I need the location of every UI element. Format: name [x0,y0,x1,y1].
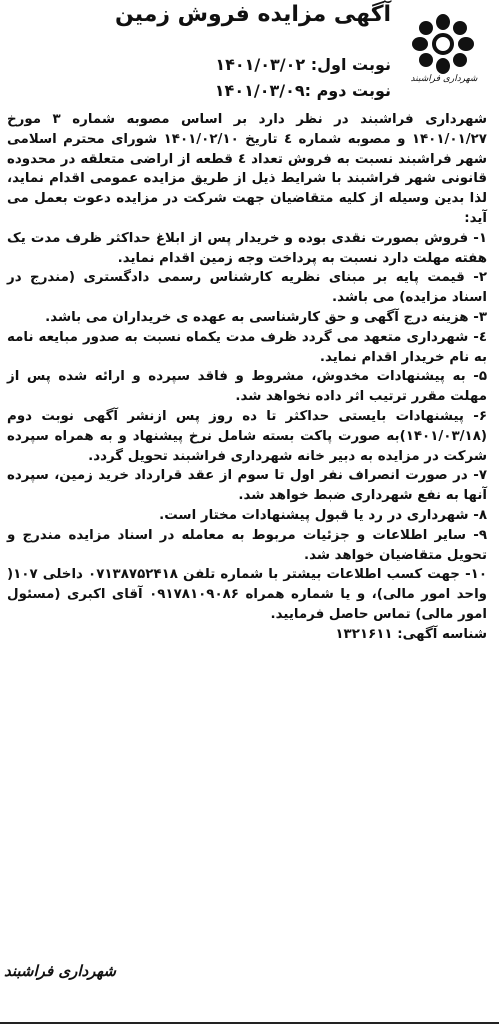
signature: شهرداری فراشبند [4,962,116,980]
second-round: نوبت دوم :۱۴۰۱/۰۳/۰۹ [214,81,391,100]
ad-body [7,110,487,645]
flower-emblem-icon [410,14,476,74]
publication-rounds [215,52,391,104]
intro-paragraph: شهرداری فراشبند در نظر دارد بر اساس مصوبه شماره ۳ مورخ ۱۴۰۱/۰۱/۲۷ و مصوبه شماره ٤ تاریخ ۱۴۰۱/۰۲/۱۰ شورای محترم اسلامی شهر فراشبند نسبت به فروش تعداد ٤ قطعه از اراضی متعلقه در محدوده قانونی شهر فراشبند با شرایط ذیل از طریق مزایده عمومی اقدام نماید، لذا بدین وسیله از کلیه متقاضیان جهت شرکت در مزایده دعوت بعمل می آید: [7,112,487,226]
condition-item: ۶- پیشنهادات بایستی حداکثر تا ده روز پس ازنشر آگهی نوبت دوم (۱۴۰۱/۰۳/۱۸)به صورت پاکت بسته شامل نرخ پیشنهاد و به همراه سپرده شرکت در مزایده به دبیر خانه شهرداری فراشبند تحویل گردد. [7,408,487,464]
logo-caption: شهرداری فراشبند [410,74,478,84]
ad-header [0,0,499,112]
condition-item: ۹- سایر اطلاعات و جزئیات مربوط به معامله در اسناد مزایده مندرج و تحویل متقاضیان خواهد شد. [7,527,487,563]
municipality-logo [392,14,496,88]
condition-item: ۵- به پیشنهادات مخدوش، مشروط و فاقد سپرده و ارائه شده پس از مهلت مقرر ترتیب اثر داده نخواهد شد. [7,369,487,405]
condition-item: ۳- هزینه درج آگهی و حق کارشناسی به عهده ی خریداران می باشد. [45,309,487,325]
ad-id: شناسه آگهی: ۱۳۲۱۶۱۱ [335,626,487,642]
condition-item: ٤- شهرداری متعهد می گردد ظرف مدت یکماه نسبت به صدور مبایعه نامه به نام خریدار اقدام نماید. [7,329,487,365]
condition-item: ۸- شهرداری در رد یا قبول پیشنهادات مختار است. [159,507,487,523]
condition-item: ۷- در صورت انصراف نفر اول تا سوم از عقد قرارداد خرید زمین، سپرده آنها به نفع شهرداری ضبط خواهد شد. [7,468,487,504]
ad-title: آگهی مزایده فروش زمین [114,2,392,27]
condition-item: ۱- فروش بصورت نقدی بوده و خریدار پس از ابلاغ حداکثر ظرف مدت یک هفته مهلت دارد نسبت به پرداخت وجه زمین اقدام نماید. [7,230,487,266]
first-round: نوبت اول: ۱۴۰۱/۰۳/۰۲ [215,55,391,74]
condition-item: ۲- قیمت پایه بر مبنای نظریه کارشناس رسمی دادگستری (مندرج در اسناد مزایده) می باشد. [7,270,487,306]
condition-item: ۱۰- جهت کسب اطلاعات بیشتر با شماره تلفن ۰۷۱۳۸۷۵۲۴۱۸ داخلی ۱۰۷( واحد امور مالی)، و یا شماره همراه ۰۹۱۷۸۱۰۹۰۸۶ آقای اکبری (مسئول امور مالی) تماس حاصل فرمایید. [7,567,487,622]
